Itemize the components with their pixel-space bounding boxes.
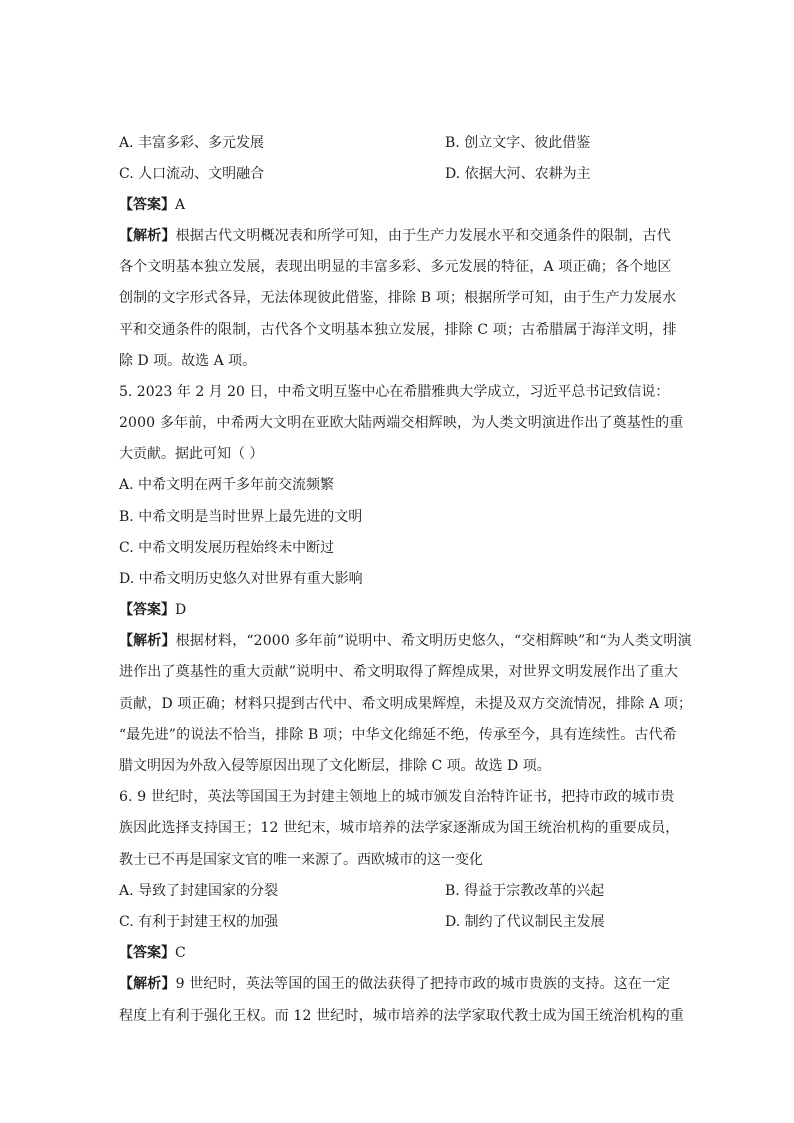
q4-analysis-line: 平和交通条件的限制，古代各个文明基本独立发展，排除 C 项；古希腊属于海洋文明，排 xyxy=(119,322,677,338)
q5-option-b: B. 中希文明是当时世界上最先进的文明 xyxy=(119,509,363,525)
answer-tag: 【答案】 xyxy=(119,197,175,213)
analysis-tag: 【解析】 xyxy=(119,633,176,649)
q5-analysis-line xyxy=(119,631,692,651)
analysis-tag: 【解析】 xyxy=(119,976,176,992)
q6-analysis-line: 程度上有利于强化王权。而 12 世纪时，城市培养的法学家取代教士成为国王统治机构的重 xyxy=(119,1008,685,1024)
q4-answer xyxy=(119,195,185,215)
q6-analysis-line xyxy=(119,974,670,994)
q5-analysis-line: 腊文明因为外敌入侵等原因出现了文化断层，排除 C 项。故选 D 项。 xyxy=(119,758,551,774)
q6-option-c: C. 有利于封建王权的加强 xyxy=(119,914,279,930)
q5-analysis-line: “最先进”的说法不恰当，排除 B 项；中华文化绵延不绝，传承至今，具有连续性。古代希 xyxy=(119,727,677,743)
analysis-tag: 【解析】 xyxy=(119,228,176,244)
q5-analysis-line: 贡献，D 项正确；材料只提到古代中、希文明成果辉煌，未提及双方交流情况，排除 A 项； xyxy=(119,696,693,712)
q5-option-c: C. 中希文明发展历程始终未中断过 xyxy=(119,540,335,556)
q6-answer xyxy=(119,943,186,963)
q4-analysis-line: 各个文明基本独立发展，表现出明显的丰富多彩、多元发展的特征，A 项正确；各个地区 xyxy=(119,259,672,275)
answer-value: C xyxy=(175,945,186,961)
analysis-text: 根据古代文明概况表和所学可知，由于生产力发展水平和交通条件的限制，古代 xyxy=(175,228,671,244)
q4-analysis-line: 除 D 项。故选 A 项。 xyxy=(119,353,257,369)
q4-option-a: A. 丰富多彩、多元发展 xyxy=(119,135,265,151)
q6-stem-line: 族因此选择支持国王；12 世纪末，城市培养的法学家逐渐成为国王统治机构的重要成员， xyxy=(119,820,680,836)
answer-value: A xyxy=(175,197,186,213)
answer-value: D xyxy=(175,602,187,618)
q5-option-d: D. 中希文明历史悠久对世界有重大影响 xyxy=(119,571,363,587)
q4-option-d: D. 依据大河、农耕为主 xyxy=(445,166,591,182)
q6-stem-line: 教士已不再是国家文官的唯一来源了。西欧城市的这一变化 xyxy=(119,852,483,868)
q5-analysis-line: 进作出了奠基性的重大贡献”说明中、希文明取得了辉煌成果，对世界文明发展作出了重大 xyxy=(119,664,679,680)
q5-stem-line: 2000 多年前，中希两大文明在亚欧大陆两端交相辉映，为人类文明演进作出了奠基性的重 xyxy=(119,415,684,431)
q4-option-c: C. 人口流动、文明融合 xyxy=(119,166,265,182)
q6-option-a: A. 导致了封建国家的分裂 xyxy=(119,883,279,899)
answer-tag: 【答案】 xyxy=(119,945,175,961)
q4-analysis-line: 创制的文字形式各异，无法体现彼此借鉴，排除 B 项；根据所学可知，由于生产力发展水 xyxy=(119,290,677,306)
q5-answer xyxy=(119,600,186,620)
q5-stem-line: 大贡献。据此可知（ ） xyxy=(119,446,264,462)
q5-option-a: A. 中希文明在两千多年前交流频繁 xyxy=(119,477,335,493)
q6-stem-line: 6. 9 世纪时，英法等国国王为封建主领地上的城市颁发自治特许证书，把持市政的城市贵 xyxy=(119,789,675,805)
q5-stem-line: 5. 2023 年 2 月 20 日，中希文明互鉴中心在希腊雅典大学成立，习近平总书记致信说： xyxy=(119,384,670,400)
q4-option-b: B. 创立文字、彼此借鉴 xyxy=(445,135,591,151)
q4-analysis-line xyxy=(119,226,671,246)
analysis-text: 9 世纪时，英法等国的国王的做法获得了把持市政的城市贵族的支持。这在一定 xyxy=(175,976,671,992)
analysis-text: 根据材料，“2000 多年前”说明中、希文明历史悠久，“交相辉映”和“为人类文明演 xyxy=(175,633,692,649)
q6-option-b: B. 得益于宗教改革的兴起 xyxy=(445,883,605,899)
answer-tag: 【答案】 xyxy=(119,602,175,618)
q6-option-d: D. 制约了代议制民主发展 xyxy=(445,914,605,930)
